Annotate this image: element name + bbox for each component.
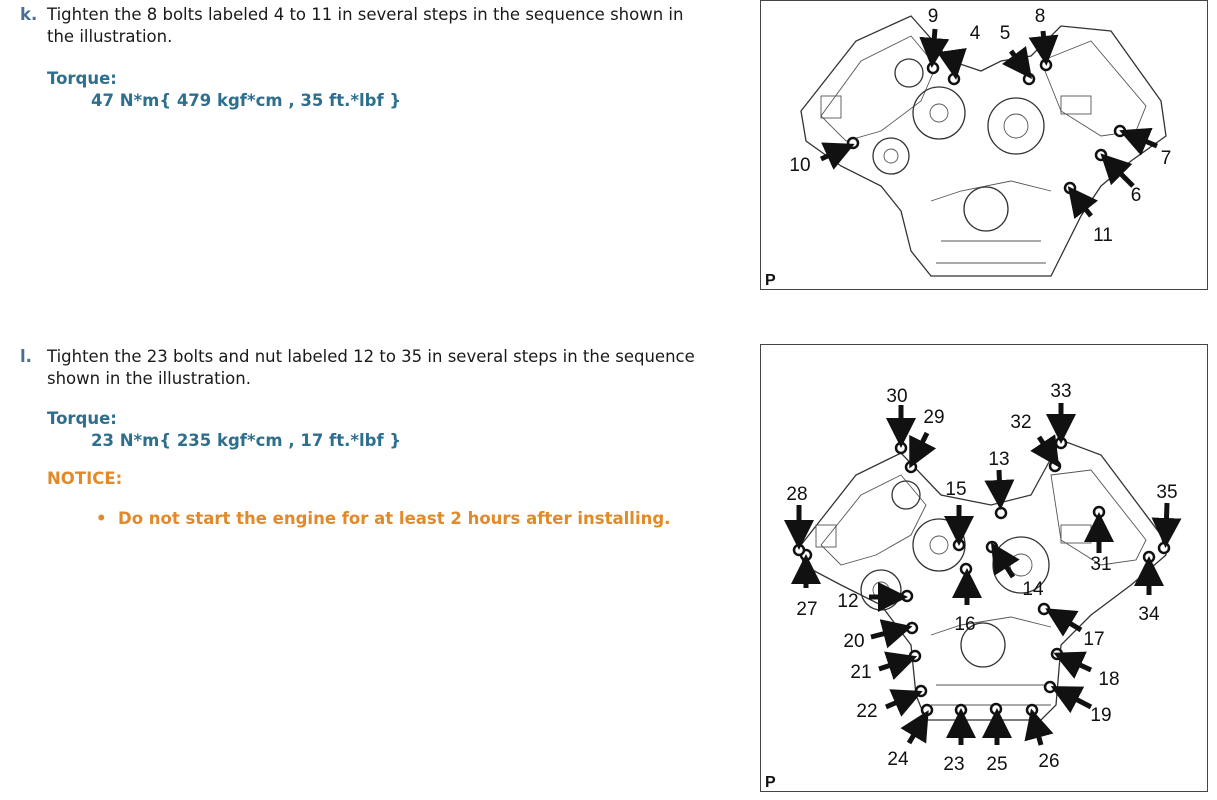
bolt-markers-1: [848, 60, 1125, 193]
label-12: 12: [837, 591, 859, 612]
step-l-letter: l.: [20, 347, 32, 366]
engine-front-drawing-2: [761, 345, 1207, 791]
step-k-instruction: [20, 4, 750, 48]
label-27: 27: [796, 599, 818, 620]
arrows-2: [799, 403, 1167, 745]
step-k-line2: the illustration.: [47, 27, 173, 46]
bolt-labels-1: [789, 6, 1171, 246]
label-8: 8: [1034, 6, 1046, 27]
step-k: [20, 4, 750, 112]
notice-text: Do not start the engine for at least 2 hours after installing.: [118, 509, 671, 528]
figure2-corner-mark: P: [765, 774, 776, 791]
label-5: 5: [999, 23, 1011, 44]
label-7: 7: [1160, 148, 1172, 169]
label-34: 34: [1138, 604, 1160, 625]
label-31: 31: [1090, 554, 1112, 575]
label-26: 26: [1038, 751, 1060, 772]
label-22: 22: [856, 701, 878, 722]
illustration-bolts-4-11: [760, 0, 1208, 290]
label-13: 13: [988, 449, 1010, 470]
label-23: 23: [943, 754, 965, 775]
step-l-instruction: [20, 346, 750, 390]
notice-label: NOTICE:: [47, 469, 123, 488]
step-k-torque-label: Torque:: [47, 69, 117, 88]
label-11: 11: [1093, 225, 1113, 246]
label-6: 6: [1130, 185, 1142, 206]
label-24: 24: [887, 749, 909, 770]
step-l-line2: shown in the illustration.: [47, 369, 251, 388]
label-20: 20: [843, 631, 865, 652]
step-l: [20, 346, 750, 530]
label-33: 33: [1050, 381, 1072, 402]
label-15: 15: [945, 479, 967, 500]
label-9: 9: [927, 6, 939, 27]
step-k-torque-value: 47 N*m{ 479 kgf*cm , 35 ft.*lbf }: [91, 91, 402, 110]
label-28: 28: [786, 484, 808, 505]
label-21: 21: [850, 662, 872, 683]
illustration-bolts-12-35: [760, 344, 1208, 792]
step-k-letter: k.: [20, 5, 38, 24]
bolt-labels-2: [786, 381, 1177, 775]
step-l-torque-label: Torque:: [47, 409, 117, 428]
label-10: 10: [789, 155, 811, 176]
figure1-corner-mark: P: [765, 272, 776, 289]
notice-bullet: •: [96, 509, 107, 528]
label-19: 19: [1090, 705, 1112, 726]
step-k-line1: Tighten the 8 bolts labeled 4 to 11 in several steps in the sequence shown in: [47, 5, 684, 24]
label-16: 16: [954, 614, 976, 635]
label-18: 18: [1098, 669, 1120, 690]
notice-item: [96, 508, 750, 530]
arrows-1: [821, 29, 1157, 216]
step-l-line1: Tighten the 23 bolts and nut labeled 12 to 35 in several steps in the sequence: [47, 347, 695, 366]
label-14: 14: [1022, 579, 1044, 600]
label-4: 4: [969, 23, 981, 44]
engine-front-drawing-1: [761, 1, 1207, 289]
label-29: 29: [923, 407, 945, 428]
step-l-torque-value: 23 N*m{ 235 kgf*cm , 17 ft.*lbf }: [91, 431, 402, 450]
label-17: 17: [1083, 629, 1105, 650]
label-30: 30: [886, 386, 908, 407]
label-35: 35: [1156, 482, 1178, 503]
label-25: 25: [986, 754, 1008, 775]
label-32: 32: [1010, 412, 1032, 433]
